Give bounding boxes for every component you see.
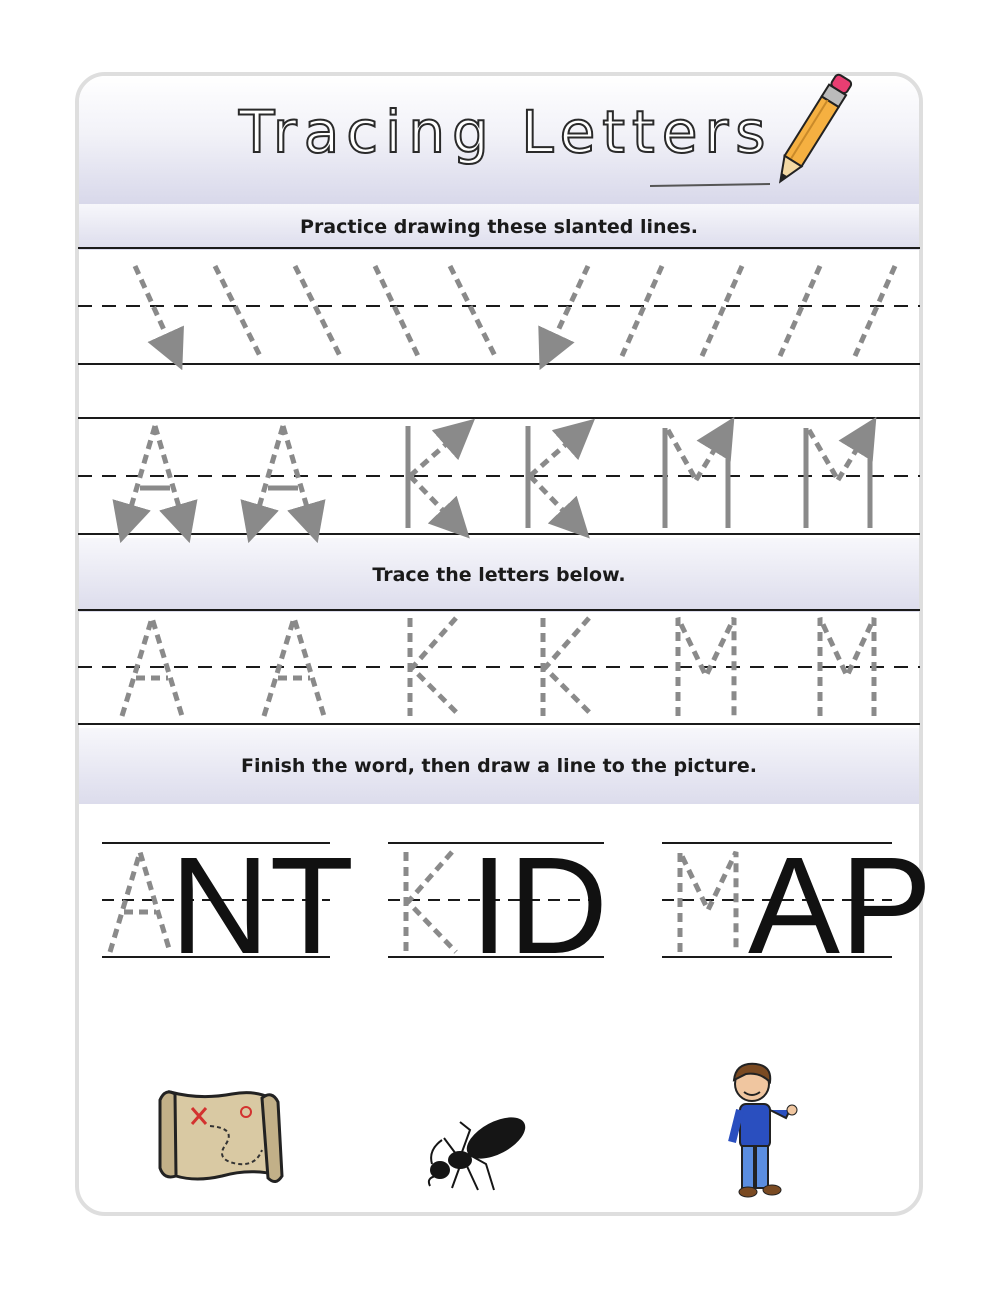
letter-m-guided (806, 428, 870, 528)
letter-m-guided (665, 428, 728, 528)
word-kid (388, 829, 608, 983)
slanted-lines-rows (78, 248, 920, 364)
slanted-lines (135, 266, 895, 356)
finish-word-instruction: Finish the word, then draw a line to the picture. (79, 728, 919, 804)
letter-rows-1 (78, 418, 920, 534)
ant-icon (429, 1109, 532, 1190)
letter-rows-2 (78, 610, 920, 724)
word-ant-text: NT (170, 829, 354, 983)
word-kid-text: ID (470, 829, 608, 983)
kid-icon (732, 1064, 797, 1197)
pencil-icon (650, 73, 853, 187)
trace-letters-instruction: Trace the letters below. (79, 538, 919, 612)
word-map-text: AP (748, 829, 933, 983)
word-map (662, 829, 932, 983)
page-title: Tracing Letters (239, 98, 773, 166)
treasure-map-icon (160, 1092, 282, 1182)
slanted-lines-instruction: Practice drawing these slanted lines. (79, 204, 919, 250)
word-ant (102, 829, 354, 983)
